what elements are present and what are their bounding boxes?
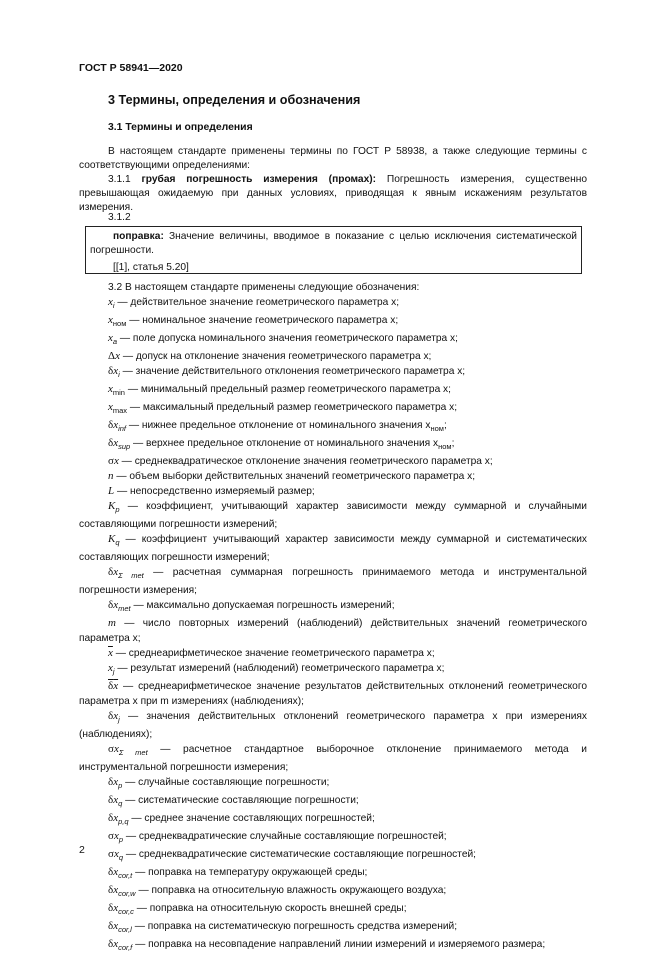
notation-row: $x_{max}$ — максимальный предельный размер геометрического параметра x; xyxy=(108,401,458,415)
term-source: [[1], статья 5.20] xyxy=(113,262,189,273)
term-box xyxy=(85,226,582,274)
notation-row: $\sigma x_q$ — среднеквадратические систематические составляющие погрешностей; xyxy=(108,848,477,862)
notation-row: $K_p$ — коэффициент, учитывающий характер зависимости между суммарной и случайными составляющими погрешности измерений; xyxy=(79,500,587,530)
notation-row: L — непосредственно измеряемый размер; xyxy=(108,485,315,497)
term-number: 3.1.1 xyxy=(108,174,131,185)
notation-row: $\delta x_{cor,f}$ — поправка на несовпадение направлений линии измерений и измеряемого размера; xyxy=(108,938,546,952)
notation-row: $\delta x_{inf}$ — нижнее предельное отклонение от номинального значения $x_{ном}$; xyxy=(108,419,447,433)
notation-intro: 3.2 В настоящем стандарте применены следующие обозначения: xyxy=(108,282,420,293)
notation-row: $\delta x_{cor,w}$ — поправка на относительную влажность окружающего воздуха; xyxy=(108,884,447,898)
term-entry-3-1-2 xyxy=(90,230,577,258)
notation-row: $x_{ном}$ — номинальное значение геометрического параметра x; xyxy=(108,314,399,328)
term-name: поправка: xyxy=(113,231,164,242)
notation-row: $\sigma x_{\Sigma met}$ — расчетное стандартное выборочное отклонение принимаемого метода и инструментальной погрешности измерения; xyxy=(79,743,587,773)
document-number: ГОСТ Р 58941—2020 xyxy=(79,62,183,74)
intro-paragraph: В настоящем стандарте применены термины по ГОСТ Р 58938, а также следующие термины с соответствующими определениями: xyxy=(79,146,587,171)
term-number-3-1-2: 3.1.2 xyxy=(108,212,131,223)
notation-row: $\overline{x}$ — среднеарифметическое значение геометрического параметра x; xyxy=(108,647,435,659)
page-number: 2 xyxy=(79,844,85,856)
notation-list xyxy=(79,281,587,955)
notation-row: $x_a$ — поле допуска номинального значения геометрического параметра x; xyxy=(108,332,458,346)
notation-row: $\delta x_j$ — значения действительных отклонений геометрического параметра x при измерениях (наблюдениях); xyxy=(79,710,587,740)
notation-row: $\delta x_{cor,t}$ — поправка на температуру окружающей среды; xyxy=(108,866,368,880)
term-name: грубая погрешность измерения (промах): xyxy=(141,174,377,185)
notation-row: $K_q$ — коэффициент учитывающий характер зависимости между суммарной и систематических составляющих погрешности измерений; xyxy=(79,533,587,563)
notation-row: $\delta x_i$ — значение действительного отклонения геометрического параметра x; xyxy=(108,365,466,379)
notation-row: $x_{min}$ — минимальный предельный размер геометрического параметра x; xyxy=(108,383,451,397)
notation-row: Δx — допуск на отклонение значения геометрического параметра x; xyxy=(108,350,432,362)
notation-row: $\delta x_{p,q}$ — среднее значение составляющих погрешностей; xyxy=(108,812,375,826)
notation-row: $\delta x_{cor,c}$ — поправка на относительную скорость внешней среды; xyxy=(108,902,407,916)
notation-row: $x_j$ — результат измерений (наблюдений) геометрического параметра x; xyxy=(108,662,445,676)
notation-row: $\overline{\delta}\overline{x}$ — среднеарифметическое значение результатов действительных отклонений геометрического параметра x при m измерениях (наблюдениях); xyxy=(79,680,587,707)
notation-row: $\sigma x_p$ — среднеквадратические случайные составляющие погрешностей; xyxy=(108,830,447,844)
term-entry-3-1-1 xyxy=(79,173,587,215)
notation-row: m — число повторных измерений (наблюдений) действительных значений геометрического параметра x; xyxy=(79,617,587,644)
notation-row: $\delta x_{cor,l}$ — поправка на систематическую погрешность средства измерений; xyxy=(108,920,458,934)
notation-row: n — объем выборки действительных значений геометрического параметра x; xyxy=(108,470,476,482)
notation-row: σx — среднеквадратическое отклонение значения геометрического параметра x; xyxy=(108,455,493,467)
notation-row: $x_i$ — действительное значение геометрического параметра x; xyxy=(108,296,400,310)
section-heading: 3 Термины, определения и обозначения xyxy=(108,93,361,107)
term-definition: Погрешность измерения, существенно превышающая ожидаемую при данных условиях, приводящая к явным искажениям результатов измерения. xyxy=(79,174,587,213)
notation-row: $\delta x_{met}$ — максимально допускаемая погрешность измерений; xyxy=(108,599,395,613)
subsection-heading: 3.1 Термины и определения xyxy=(108,122,253,133)
notation-row: $\delta x_q$ — систематические составляющие погрешности; xyxy=(108,794,359,808)
term-definition: Значение величины, вводимое в показание с целью исключения систематической погрешности. xyxy=(90,231,577,256)
notation-row: $\delta x_{sup}$ — верхнее предельное отклонение от номинального значения $x_{ном}$; xyxy=(108,437,455,451)
notation-row: $\delta x_p$ — случайные составляющие погрешности; xyxy=(108,776,330,790)
notation-row: $\delta x_{\Sigma met}$ — расчетная суммарная погрешность принимаемого метода и инструментальной погрешности измерения; xyxy=(79,566,587,596)
